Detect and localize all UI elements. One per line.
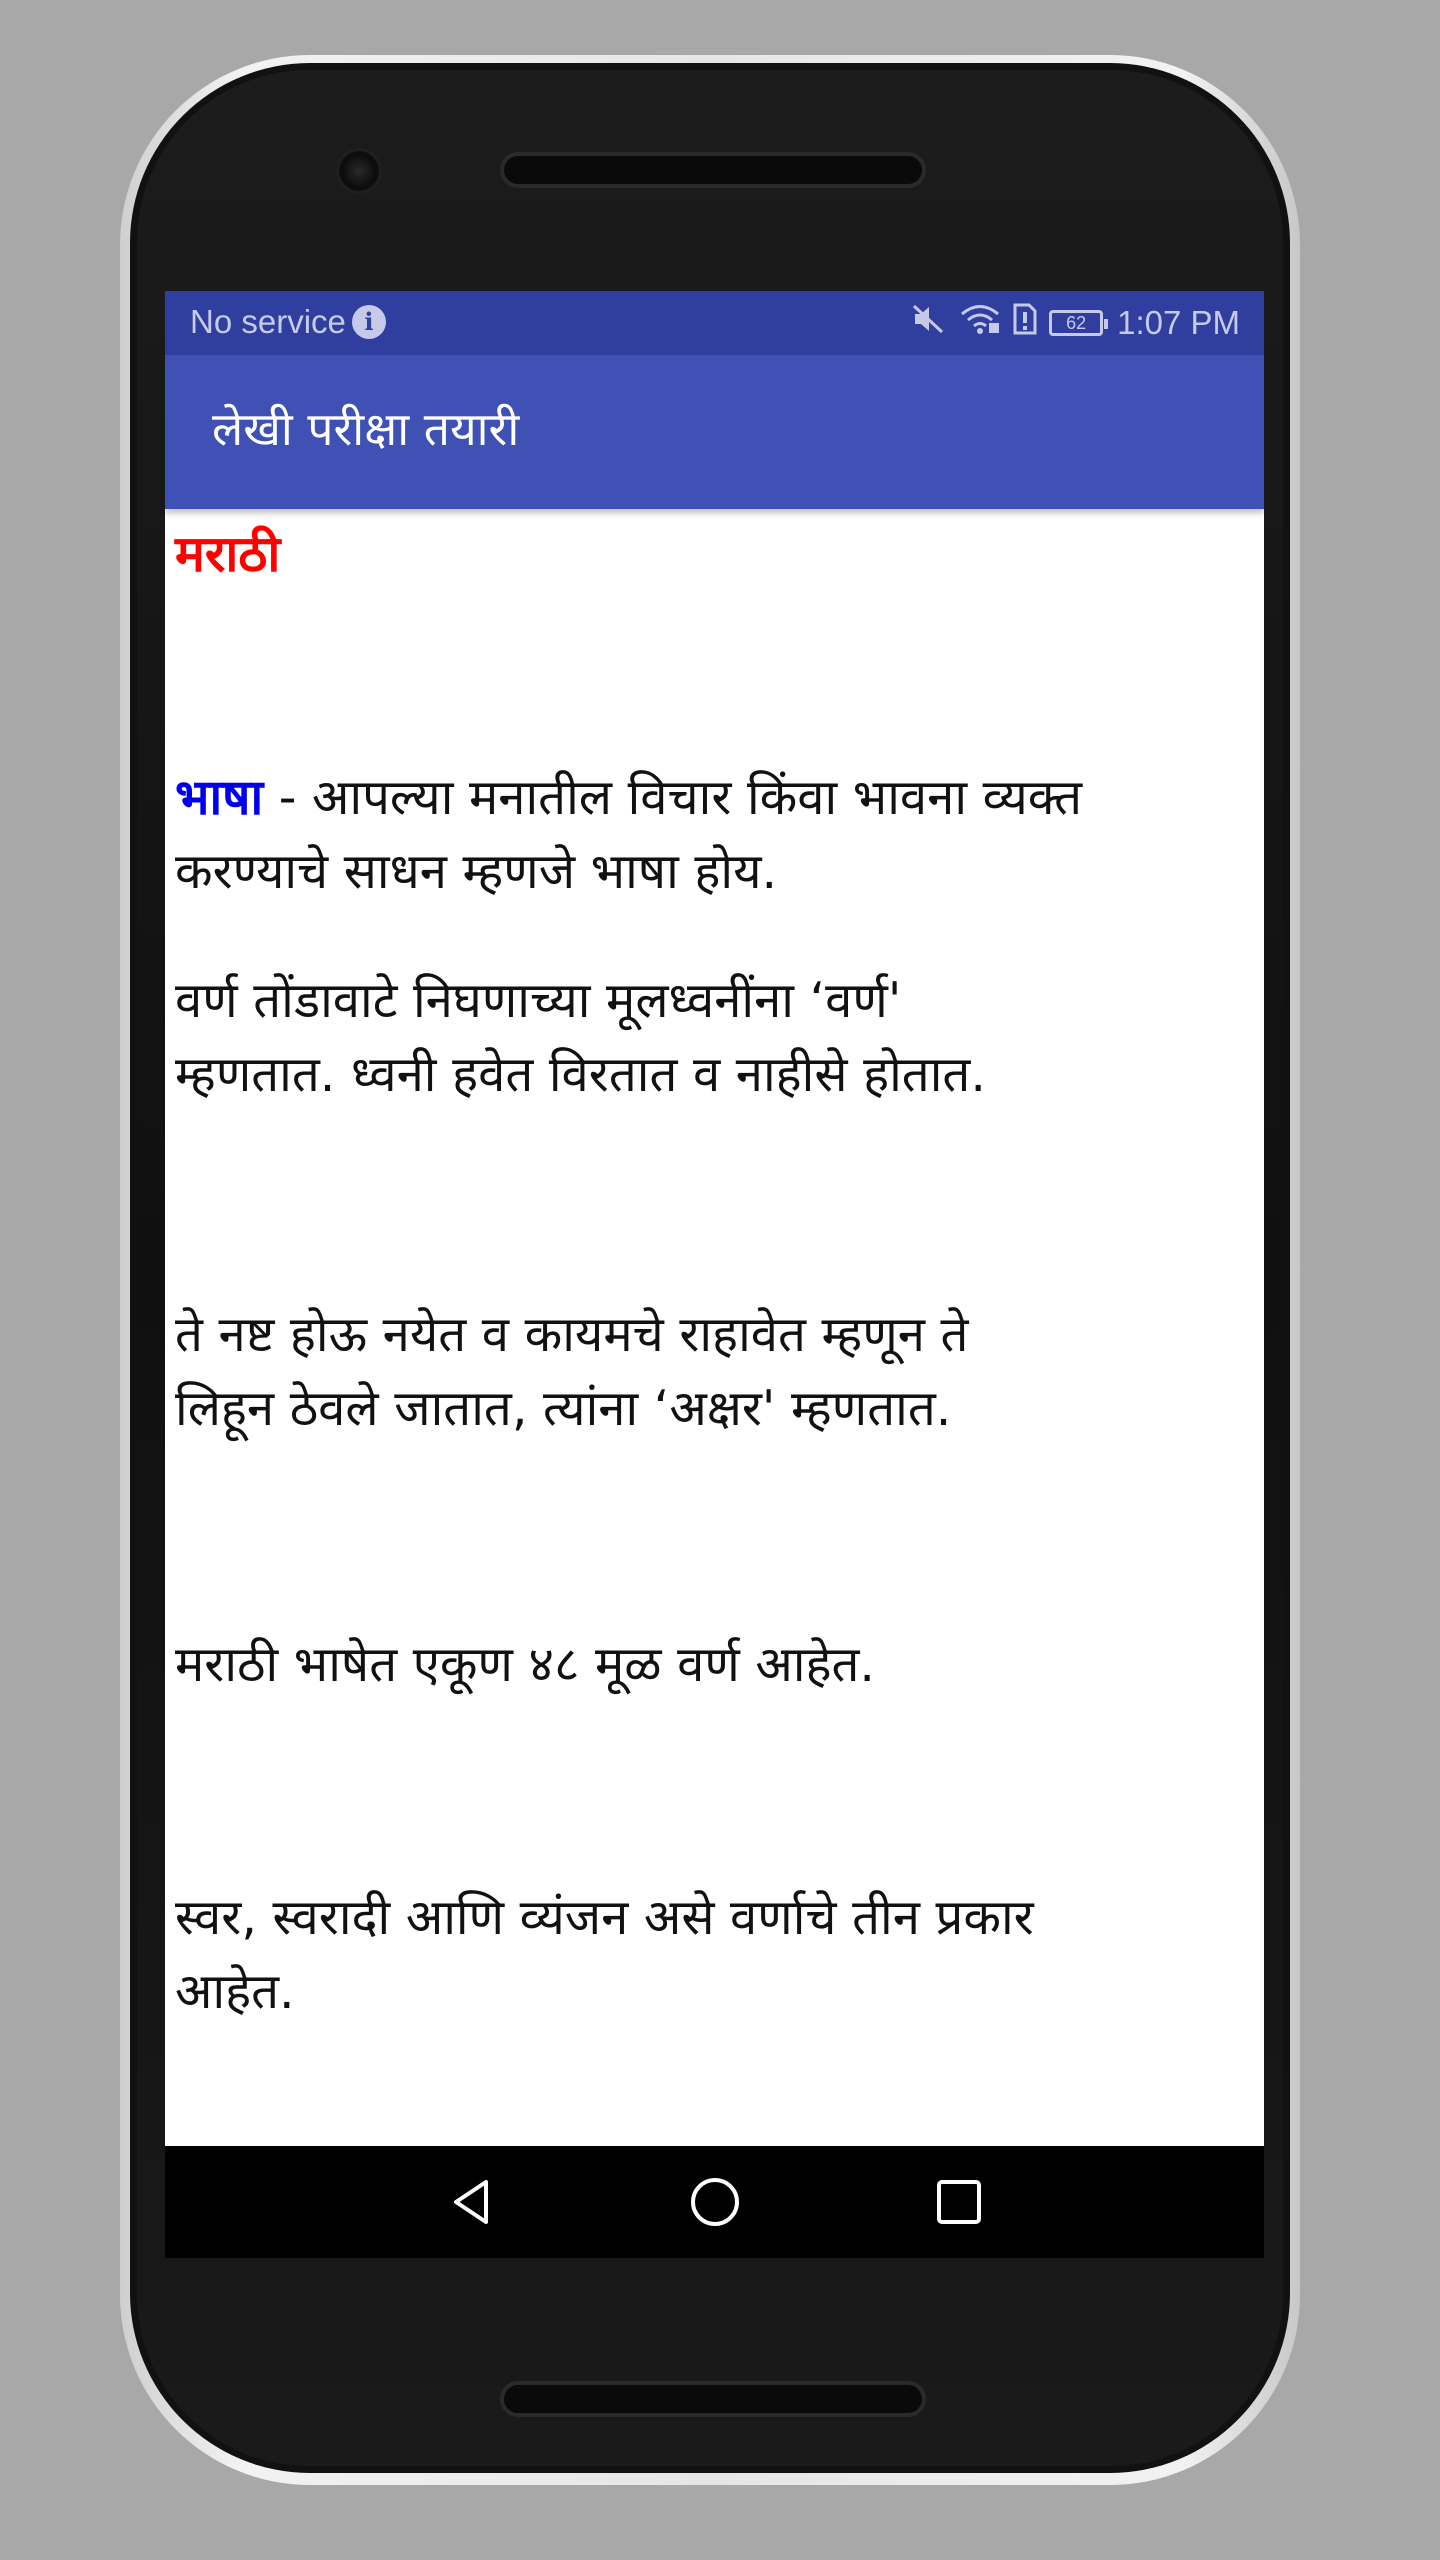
- status-bar: [165, 291, 1264, 355]
- clock: 1:07 PM: [1117, 304, 1240, 341]
- app-title: लेखी परीक्षा तयारी: [212, 402, 520, 456]
- paragraph-varna: [175, 964, 1255, 1112]
- recents-button[interactable]: [921, 2164, 997, 2240]
- battery-icon: [1049, 310, 1103, 336]
- carrier-text: No service: [190, 303, 346, 340]
- battery-level: 62: [1066, 313, 1087, 333]
- earpiece-speaker: [500, 152, 926, 188]
- paragraph-types-line1: स्वर, स्वरादी आणि व्यंजन असे वर्णाचे तीन प्रकार: [175, 1889, 1034, 1946]
- back-icon: [446, 2177, 496, 2227]
- paragraph-types-line2: आहेत.: [175, 1963, 295, 2020]
- paragraph-varna-line1: वर्ण तोंडावाटे निघणाच्या मूलध्वनींना ‘वर्ण': [175, 972, 902, 1029]
- paragraph-language: [175, 761, 1235, 909]
- wifi-icon: [959, 303, 1001, 343]
- paragraph-akshar-line2: लिहून ठेवले जातात, त्यांना ‘अक्षर' म्हणतात.: [175, 1380, 952, 1437]
- sim-alert-icon: [1013, 303, 1037, 343]
- home-icon: [689, 2176, 741, 2228]
- paragraph-language-text: - आपल्या मनातील विचार किंवा भावना व्यक्त करण्याचे साधन म्हणजे भाषा होय.: [175, 769, 1082, 900]
- status-left: [190, 303, 386, 341]
- app-bar: [165, 355, 1264, 509]
- info-icon: i: [352, 305, 386, 339]
- back-button[interactable]: [433, 2164, 509, 2240]
- paragraph-varna-line2: म्हणतात. ध्वनी हवेत विरतात व नाहीसे होतात.: [175, 1046, 986, 1103]
- front-camera: [336, 148, 382, 194]
- status-right: [911, 303, 1240, 343]
- paragraph-types: [175, 1881, 1255, 2029]
- paragraph-akshar: [175, 1298, 1255, 1446]
- paragraph-count: मराठी भाषेत एकूण ४८ मूळ वर्ण आहेत.: [175, 1636, 875, 1693]
- screen: [165, 291, 1264, 2258]
- bottom-speaker: [500, 2381, 926, 2417]
- section-heading: मराठी: [175, 525, 281, 583]
- term-language: भाषा: [175, 769, 264, 826]
- paragraph-akshar-line1: ते नष्ट होऊ नयेत व कायमचे राहावेत म्हणून ते: [175, 1306, 969, 1363]
- navigation-bar: [165, 2146, 1264, 2258]
- home-button[interactable]: [677, 2164, 753, 2240]
- recents-icon: [935, 2178, 983, 2226]
- mute-icon: [911, 303, 947, 343]
